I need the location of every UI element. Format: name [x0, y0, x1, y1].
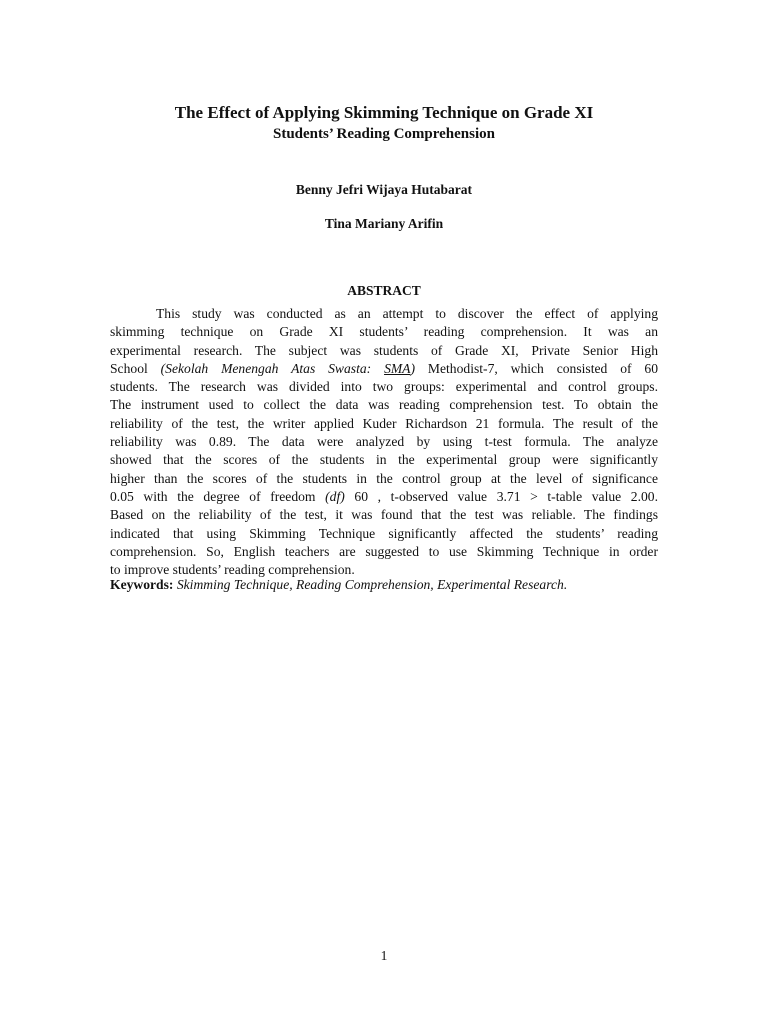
- abstract-line-school: [110, 360, 658, 378]
- abstract-body: [110, 305, 658, 579]
- abstract-line: higher than the scores of the students in the control group at the level of significance: [110, 470, 658, 486]
- keywords-label: Keywords:: [110, 577, 174, 592]
- keywords-list: Skimming Technique, Reading Comprehension, Experimental Research.: [176, 577, 568, 592]
- abstract-line-df: [110, 488, 658, 506]
- school-paren-close: ): [410, 360, 416, 376]
- author-name-2: Tina Mariany Arifin: [324, 216, 444, 231]
- keywords: [110, 576, 658, 594]
- abstract-line: The instrument used to collect the data was reading comprehension test. To obtain the: [110, 397, 658, 413]
- abstract-line: Based on the reliability of the test, it was found that the test was reliable. The findings: [110, 507, 658, 523]
- abstract-line: reliability of the test, the writer applied Kuder Richardson 21 formula. The result of the: [110, 415, 658, 431]
- school-abbrev-underlined: SMA: [384, 360, 411, 376]
- abstract-line: skimming technique on Grade XI students’ reading comprehension. It was an: [110, 324, 658, 340]
- abstract-line: indicated that using Skimming Technique significantly affected the students’ reading: [110, 525, 658, 541]
- abstract-line-df-tail: 60 , t-observed value 3.71 > t-table value 2.00.: [344, 488, 658, 504]
- abstract-line: experimental research. The subject was students of Grade XI, Private Senior High: [110, 342, 658, 358]
- abstract-line: reliability was 0.89. The data were analyzed by using t-test formula. The analyze: [110, 434, 658, 450]
- author-name-1: Benny Jefri Wijaya Hutabarat: [295, 182, 473, 197]
- abstract-line: showed that the scores of the students in the experimental group were significantly: [110, 452, 658, 468]
- abstract-line: to improve students’ reading comprehension.: [110, 562, 355, 578]
- abstract-line-df-lead: 0.05 with the degree of freedom: [110, 488, 326, 504]
- abstract-line-school-tail: Methodist-7, which consisted of 60: [415, 360, 658, 376]
- abstract-line: comprehension. So, English teachers are suggested to use Skimming Technique in order: [110, 543, 658, 559]
- school-abbrev-italic: [384, 361, 410, 376]
- abstract-line: This study was conducted as an attempt to discover the effect of applying: [156, 306, 658, 321]
- abstract-line: students. The research was divided into two groups: experimental and control groups.: [110, 379, 658, 395]
- paper-subtitle: Students’ Reading Comprehension: [273, 126, 495, 142]
- school-name-italic: (Sekolah Menengah Atas Swasta:: [160, 360, 385, 376]
- paper-title: The Effect of Applying Skimming Technique on Grade XI: [174, 103, 594, 122]
- abstract-line-school-lead: School: [110, 360, 161, 376]
- df-italic: (df): [325, 488, 345, 504]
- abstract-heading: ABSTRACT: [347, 283, 421, 298]
- page-number: 1: [380, 948, 388, 963]
